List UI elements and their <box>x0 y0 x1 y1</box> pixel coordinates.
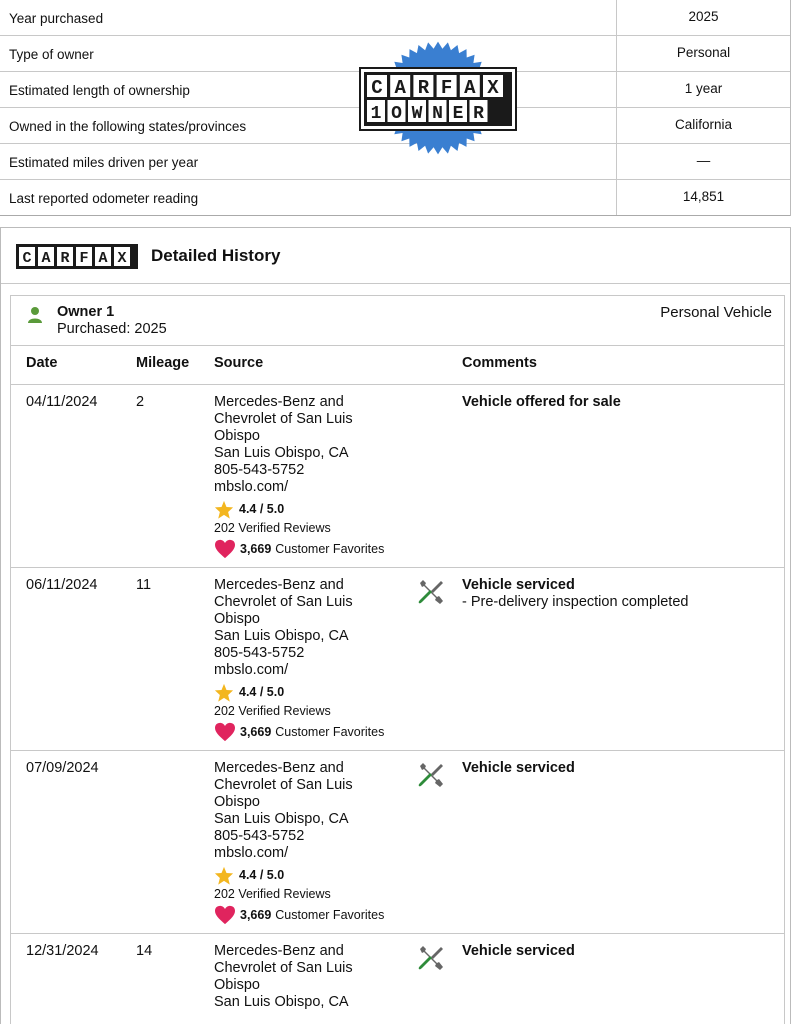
owner-purchased: Purchased: 2025 <box>57 321 167 337</box>
source-line: 805-543-5752 <box>214 828 305 844</box>
logo-letter: A <box>41 250 51 267</box>
source-line: Obispo <box>214 977 260 993</box>
record-date: 07/09/2024 <box>26 760 99 776</box>
logo-letter: A <box>394 77 406 99</box>
source-line: mbslo.com/ <box>214 479 289 495</box>
person-icon <box>27 306 43 324</box>
history-record-row <box>11 934 784 1024</box>
rating-value: 4.4 / 5.0 <box>239 867 285 882</box>
record-mileage: 2 <box>136 394 145 410</box>
detailed-history-section <box>0 227 791 1024</box>
owner-type: Personal Vehicle <box>660 304 772 321</box>
column-mileage: Mileage <box>136 355 190 371</box>
logo-letter: X <box>117 250 127 267</box>
source-line: Mercedes-Benz and <box>214 760 344 776</box>
customer-favorites <box>214 722 414 742</box>
summary-label: Owned in the following states/provinces <box>0 108 617 143</box>
source-line: San Luis Obispo, CA <box>214 811 349 827</box>
summary-value: 1 year <box>684 81 723 96</box>
star-icon <box>214 683 234 702</box>
favorites-count: 3,669 <box>240 724 272 739</box>
logo-letter: 1 <box>370 104 382 124</box>
logo-letter: N <box>432 104 443 124</box>
source-line: San Luis Obispo, CA <box>214 994 349 1010</box>
history-title: Detailed History <box>151 246 281 265</box>
summary-label: Estimated length of ownership <box>0 72 617 107</box>
column-comments: Comments <box>462 355 537 371</box>
heart-icon <box>214 905 236 925</box>
history-record-row <box>11 751 784 934</box>
favorites-label: Customer Favorites <box>275 541 385 556</box>
summary-value: — <box>696 153 711 168</box>
record-date: 04/11/2024 <box>26 394 98 410</box>
logo-letter: F <box>440 77 453 99</box>
source-line: 805-543-5752 <box>214 462 305 478</box>
one-owner-seal-icon <box>358 40 518 156</box>
source-line: Mercedes-Benz and <box>214 943 344 959</box>
column-date: Date <box>26 355 58 371</box>
dealer-rating <box>214 500 414 518</box>
wrench-screwdriver-icon <box>417 579 445 605</box>
comment-title: Vehicle serviced <box>462 577 575 593</box>
logo-letter: R <box>473 104 484 124</box>
heart-icon <box>214 539 236 559</box>
dealer-rating <box>214 683 414 701</box>
logo-letter: R <box>60 250 70 267</box>
logo-letter: C <box>371 77 383 99</box>
summary-label: Last reported odometer reading <box>0 180 617 215</box>
record-source <box>214 394 414 559</box>
favorites-count: 3,669 <box>240 907 272 922</box>
source-line: mbslo.com/ <box>214 845 289 861</box>
source-line: San Luis Obispo, CA <box>214 445 349 461</box>
source-line: Chevrolet of San Luis <box>214 960 353 976</box>
source-line: 805-543-5752 <box>214 645 305 661</box>
logo-letter: W <box>411 104 423 124</box>
comment-detail: - Pre-delivery inspection completed <box>462 594 689 610</box>
comment-title: Vehicle offered for sale <box>462 394 621 410</box>
history-record-row <box>11 385 784 568</box>
logo-letter: A <box>98 250 108 267</box>
record-comments <box>462 394 621 411</box>
logo-letter: E <box>452 104 464 124</box>
source-line: Chevrolet of San Luis <box>214 777 353 793</box>
summary-row <box>0 180 790 216</box>
carfax-one-owner-badge <box>358 40 518 156</box>
summary-value: California <box>674 117 733 132</box>
source-line: Mercedes-Benz and <box>214 394 344 410</box>
source-line: San Luis Obispo, CA <box>214 628 349 644</box>
history-column-headers <box>11 346 784 385</box>
favorites-count: 3,669 <box>240 541 272 556</box>
rating-value: 4.4 / 5.0 <box>239 501 285 516</box>
comment-title: Vehicle serviced <box>462 760 575 776</box>
record-date: 12/31/2024 <box>26 943 99 959</box>
owner-history-box <box>10 295 785 1024</box>
logo-letter: A <box>464 77 476 99</box>
logo-letter: R <box>417 77 430 99</box>
logo-letter: O <box>391 104 402 124</box>
verified-reviews: 202 Verified Reviews <box>214 521 331 535</box>
record-comments <box>462 577 688 611</box>
customer-favorites <box>214 905 414 925</box>
verified-reviews: 202 Verified Reviews <box>214 887 331 901</box>
summary-label: Year purchased <box>0 0 617 35</box>
source-line: Mercedes-Benz and <box>214 577 344 593</box>
owner-header <box>11 296 784 346</box>
column-source: Source <box>214 355 264 371</box>
heart-icon <box>214 722 236 742</box>
history-header <box>1 228 790 284</box>
history-record-row <box>11 568 784 751</box>
record-date: 06/11/2024 <box>26 577 98 593</box>
record-mileage: 11 <box>136 577 152 593</box>
record-mileage: 14 <box>136 943 153 959</box>
favorites-label: Customer Favorites <box>275 724 385 739</box>
logo-letter: X <box>487 77 499 99</box>
star-icon <box>214 866 234 885</box>
record-comments <box>462 760 575 777</box>
carfax-logo-icon <box>16 244 138 269</box>
source-line: Chevrolet of San Luis <box>214 594 353 610</box>
summary-row <box>0 0 790 36</box>
logo-letter: F <box>79 250 89 267</box>
source-line: Obispo <box>214 611 260 627</box>
owner-name: Owner 1 <box>57 304 115 320</box>
record-source <box>214 577 414 742</box>
star-icon <box>214 500 234 519</box>
record-comments <box>462 943 575 960</box>
summary-value: 2025 <box>688 9 719 24</box>
wrench-screwdriver-icon <box>417 762 445 788</box>
summary-label: Type of owner <box>0 36 617 71</box>
source-line: Obispo <box>214 794 260 810</box>
dealer-rating <box>214 866 414 884</box>
source-line: Chevrolet of San Luis <box>214 411 353 427</box>
favorites-label: Customer Favorites <box>275 907 385 922</box>
summary-value: 14,851 <box>682 189 725 204</box>
comment-title: Vehicle serviced <box>462 943 575 959</box>
history-records <box>11 385 784 1024</box>
record-source <box>214 943 414 1011</box>
source-line: Obispo <box>214 428 260 444</box>
wrench-screwdriver-icon <box>417 945 445 971</box>
summary-label: Estimated miles driven per year <box>0 144 617 179</box>
logo-letter: C <box>22 250 32 267</box>
source-line: mbslo.com/ <box>214 662 289 678</box>
record-source <box>214 760 414 925</box>
rating-value: 4.4 / 5.0 <box>239 684 285 699</box>
verified-reviews: 202 Verified Reviews <box>214 704 331 718</box>
summary-value: Personal <box>676 45 731 60</box>
customer-favorites <box>214 539 414 559</box>
